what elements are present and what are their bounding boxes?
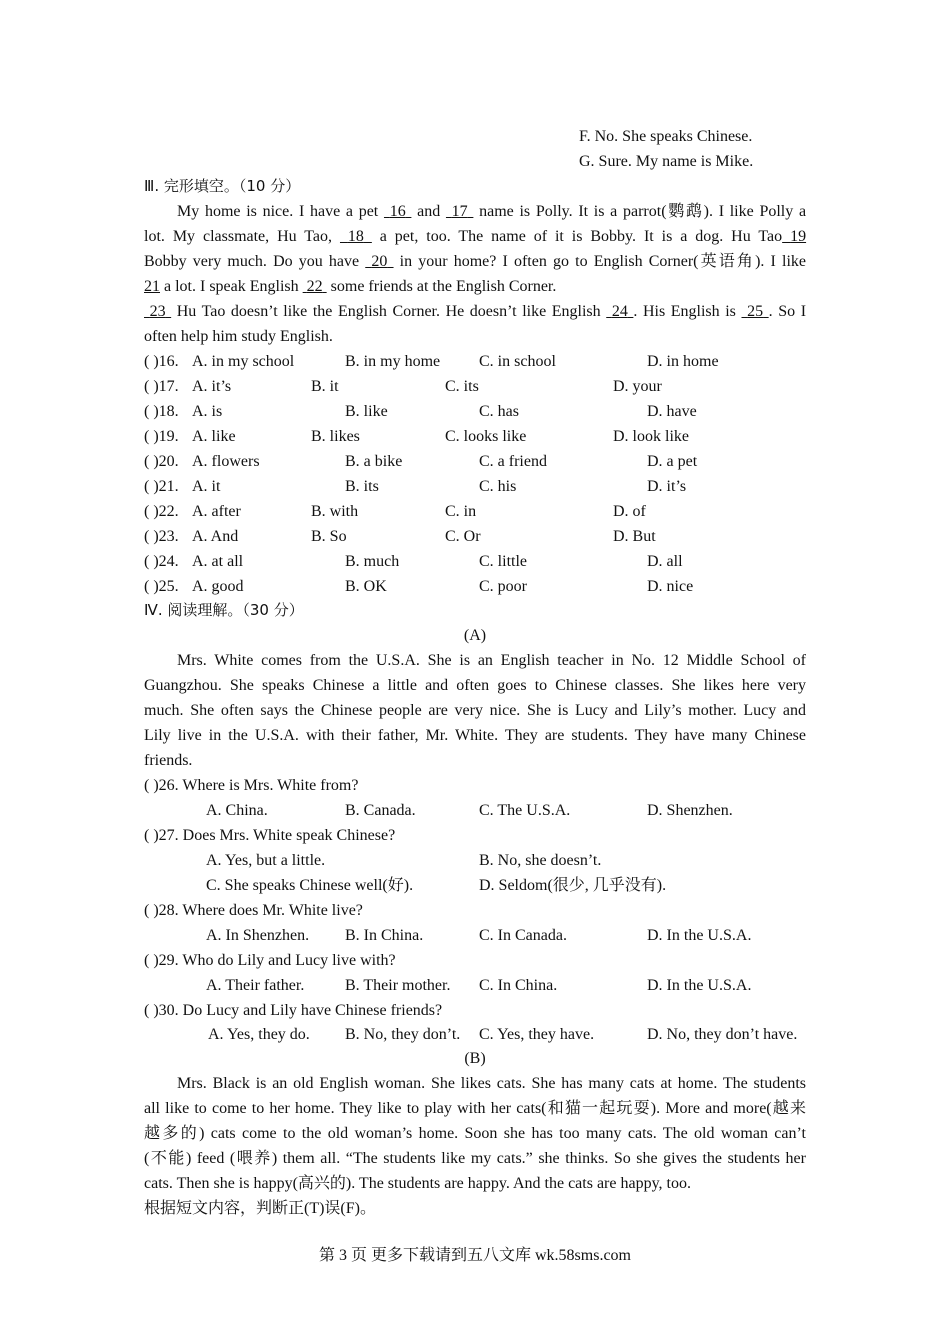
option-d: D. it’s <box>647 478 687 495</box>
option-c: C. She speaks Chinese well(好). <box>206 877 414 894</box>
section4-title: Ⅳ. 阅读理解。（30 分） <box>144 601 304 619</box>
option-a: A. is <box>192 403 223 420</box>
option-d: D. of <box>613 503 646 520</box>
option-a: A. flowers <box>192 453 260 470</box>
question-number: ( )23. <box>144 528 179 545</box>
question-number: ( )24. <box>144 553 179 570</box>
option-g: G. Sure. My name is Mike. <box>579 153 754 170</box>
option-b: B. with <box>311 503 359 520</box>
option-b: B. Canada. <box>345 802 416 819</box>
question-number: ( )21. <box>144 478 179 495</box>
option-d: D. Shenzhen. <box>647 802 733 819</box>
passage-line: Mrs. Black is an old English woman. She likes cats. She has many cats at home. The students <box>177 1075 806 1092</box>
option-a: A. In Shenzhen. <box>206 927 310 944</box>
passage-line: all like to come to her home. They like to play with her cats(和猫一起玩耍). More and more(越来 <box>144 1100 806 1117</box>
passage-line: Mrs. White comes from the U.S.A. She is an English teacher in No. 12 Middle School of <box>177 652 806 669</box>
option-a: A. And <box>192 528 239 545</box>
option-a: A. good <box>192 578 244 595</box>
page-footer: 第 3 页 更多下载请到五八文库 wk.58sms.com <box>318 1247 631 1264</box>
passage-line: (不能) feed (喂养) them all. “The students like my cats.” she thinks. So she gives the students her <box>144 1150 806 1167</box>
section3-title: Ⅲ. 完形填空。（10 分） <box>144 177 301 195</box>
question-number: ( )17. <box>144 378 179 395</box>
option-d: D. all <box>647 553 683 570</box>
option-a: A. like <box>192 428 236 445</box>
option-a: A. China. <box>206 802 268 819</box>
option-d: D. nice <box>647 578 694 595</box>
option-c: C. The U.S.A. <box>479 802 571 819</box>
passage-line: friends. <box>144 752 193 769</box>
option-d: D. in home <box>647 353 719 370</box>
option-a: A. Their father. <box>206 977 305 994</box>
option-c: C. a friend <box>479 453 547 470</box>
option-b: B. much <box>345 553 400 570</box>
option-d: D. your <box>613 378 662 395</box>
option-b: B. No, they don’t. <box>345 1026 461 1043</box>
option-d: D. look like <box>613 428 689 445</box>
option-c: C. looks like <box>445 428 527 445</box>
option-d: D. a pet <box>647 453 698 470</box>
option-d: D. Seldom(很少, 几乎没有). <box>479 877 667 894</box>
option-c: C. in <box>445 503 477 520</box>
option-c: C. In Canada. <box>479 927 567 944</box>
option-c: C. In China. <box>479 977 558 994</box>
passage-line: Bobby very much. Do you have 20 in your home? I often go to English Corner(英语角). I like <box>144 253 806 270</box>
option-d: D. But <box>613 528 656 545</box>
option-b: B. So <box>311 528 347 545</box>
option-c: C. Yes, they have. <box>479 1026 595 1043</box>
question-number: ( )20. <box>144 453 179 470</box>
option-b: B. a bike <box>345 453 403 470</box>
option-d: D. In the U.S.A. <box>647 977 752 994</box>
option-a: A. Yes, they do. <box>208 1026 310 1043</box>
option-a: A. after <box>192 503 241 520</box>
passage-line: much. She often says the Chinese people are very nice. She is Lucy and Lily’s mother. Lucy and <box>144 702 806 719</box>
question-stem: ( )28. Where does Mr. White live? <box>144 902 363 919</box>
question-stem: ( )30. Do Lucy and Lily have Chinese friends? <box>144 1002 443 1019</box>
question-number: ( )18. <box>144 403 179 420</box>
option-b: B. like <box>345 403 388 420</box>
option-c: C. his <box>479 478 517 495</box>
option-c: C. little <box>479 553 527 570</box>
option-a: A. at all <box>192 553 244 570</box>
passage-line: Guangzhou. She speaks Chinese a little and often goes to Chinese classes. She likes here very <box>144 677 806 694</box>
option-d: D. In the U.S.A. <box>647 927 752 944</box>
question-number: ( )19. <box>144 428 179 445</box>
option-c: C. its <box>445 378 479 395</box>
option-a: A. it <box>192 478 221 495</box>
option-a: A. Yes, but a little. <box>206 852 326 869</box>
passage-line: lot. My classmate, Hu Tao, 18 a pet, too. The name of it is Bobby. It is a dog. Hu Tao 19 <box>144 228 807 245</box>
passage-line: often help him study English. <box>144 328 333 345</box>
question-number: ( )22. <box>144 503 179 520</box>
question-number: ( )25. <box>144 578 179 595</box>
option-c: C. has <box>479 403 519 420</box>
passage-line: My home is nice. I have a pet 16 and 17 name is Polly. It is a parrot(鹦鹉). I like Polly a <box>177 203 807 220</box>
passage-a-label: (A) <box>463 627 487 644</box>
option-b: B. in my home <box>345 353 441 370</box>
option-b: B. No, she doesn’t. <box>479 852 602 869</box>
passage-line: 21 a lot. I speak English 22 some friends at the English Corner. <box>144 278 557 295</box>
option-b: B. it <box>311 378 339 395</box>
option-b: B. OK <box>345 578 387 595</box>
question-stem: ( )27. Does Mrs. White speak Chinese? <box>144 827 396 844</box>
tf-instruction: 根据短文内容，判断正(T)误(F)。 <box>144 1200 376 1217</box>
question-stem: ( )26. Where is Mrs. White from? <box>144 777 359 794</box>
passage-line: 23 Hu Tao doesn’t like the English Corner. He doesn’t like English 24 . His English is 25 . So I <box>149 303 807 320</box>
option-c: C. Or <box>445 528 481 545</box>
passage-line: Lily live in the U.S.A. with their father, Mr. White. They are students. They have many Chinese <box>144 727 806 744</box>
option-c: C. in school <box>479 353 556 370</box>
passage-b-label: (B) <box>464 1050 486 1067</box>
option-c: C. poor <box>479 578 527 595</box>
option-f: F. No. She speaks Chinese. <box>579 128 753 145</box>
option-a: A. it’s <box>192 378 232 395</box>
option-d: D. No, they don’t have. <box>647 1026 798 1043</box>
option-a: A. in my school <box>192 353 295 370</box>
option-d: D. have <box>647 403 697 420</box>
option-b: B. Their mother. <box>345 977 451 994</box>
passage-line: 越多的) cats come to the old woman’s home. Soon she has too many cats. The old woman can’t <box>144 1125 806 1142</box>
passage-line: cats. Then she is happy(高兴的). The students are happy. And the cats are happy, too. <box>144 1175 691 1192</box>
question-stem: ( )29. Who do Lily and Lucy live with? <box>144 952 396 969</box>
option-b: B. likes <box>311 428 360 445</box>
question-number: ( )16. <box>144 353 179 370</box>
option-b: B. In China. <box>345 927 424 944</box>
option-b: B. its <box>345 478 379 495</box>
